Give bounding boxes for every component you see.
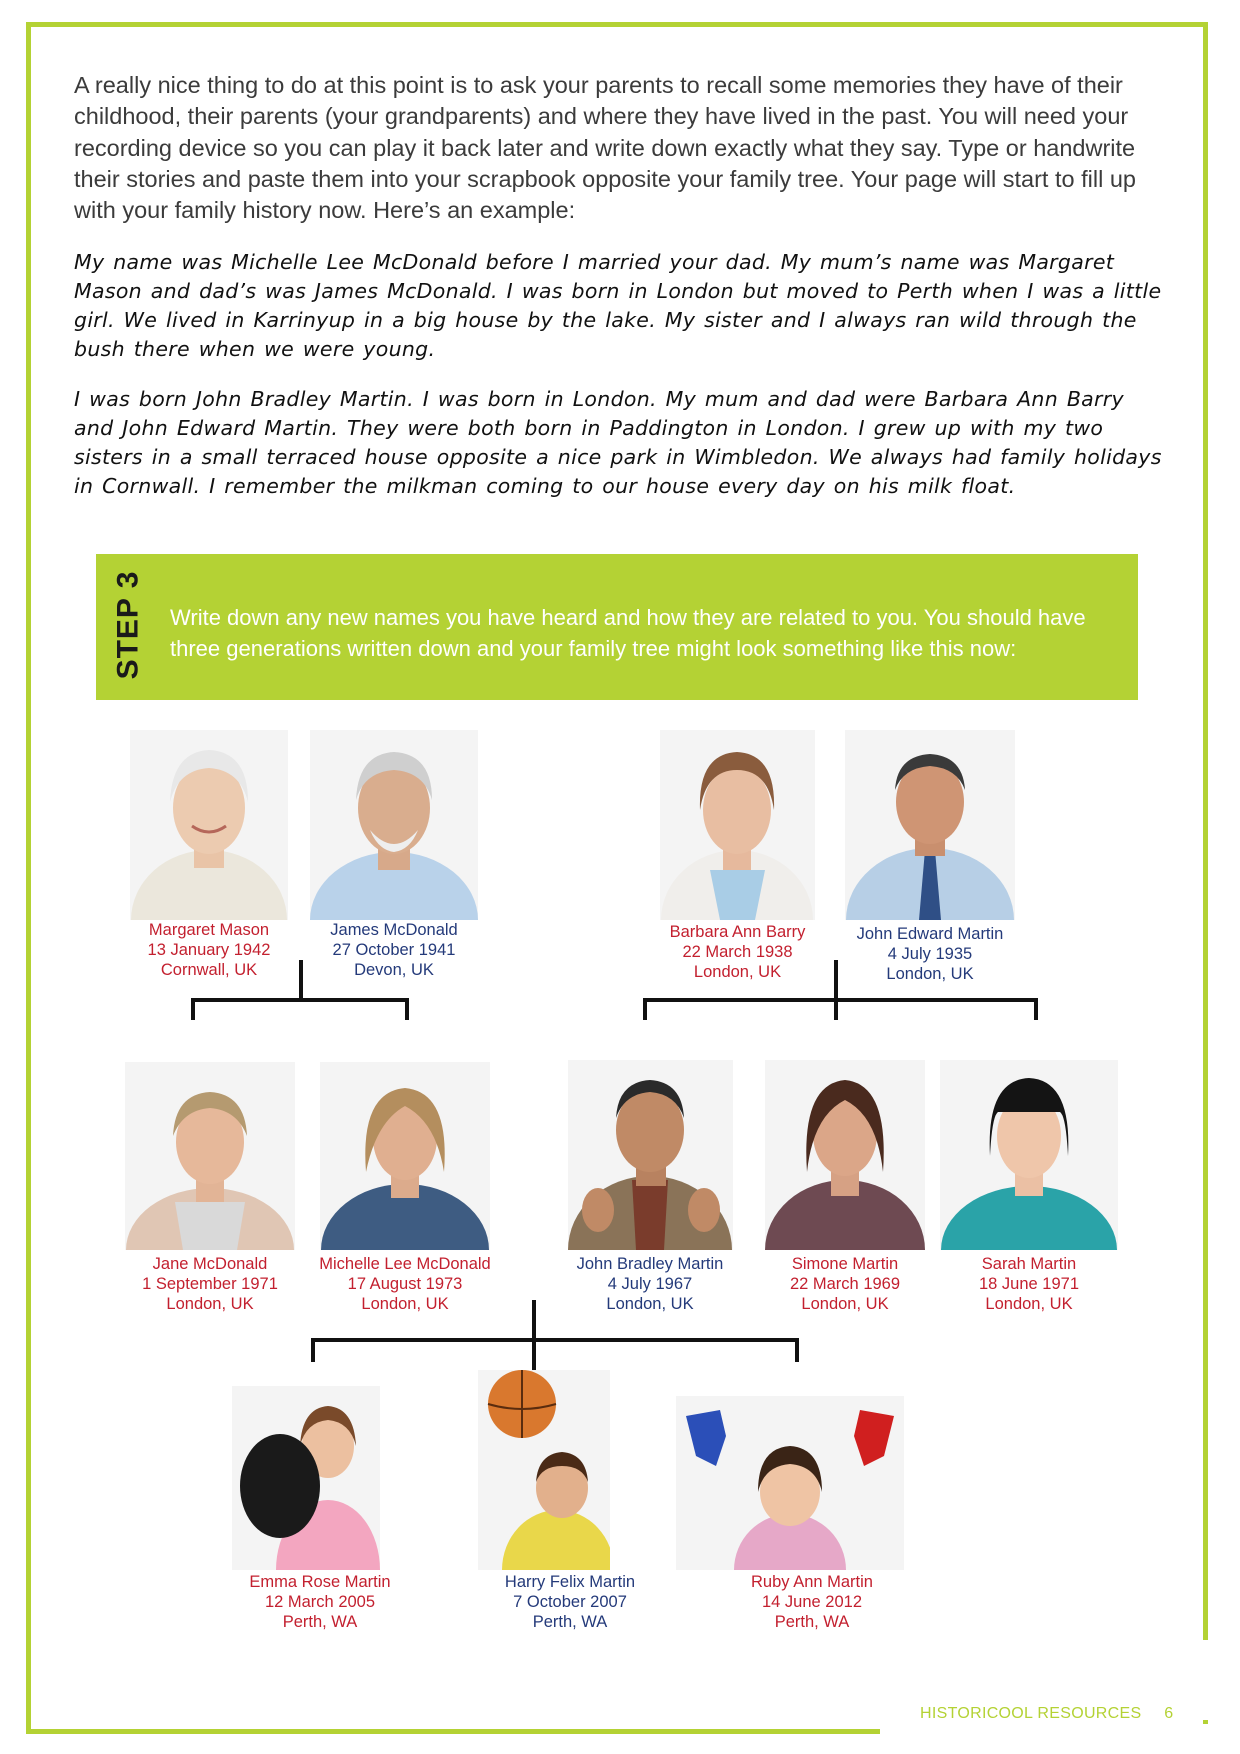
photo-barbara-ann-barry	[660, 730, 815, 920]
photo-sarah-martin	[940, 1060, 1118, 1250]
photo-john-bradley-martin	[568, 1060, 733, 1250]
caption-ruby-ann-martin: Ruby Ann Martin 14 June 2012 Perth, WA	[751, 1573, 873, 1631]
caption-michelle-lee-mcdonald: Michelle Lee McDonald 17 August 1973 London, UK	[319, 1255, 491, 1313]
intro-paragraph: A really nice thing to do at this point is to ask your parents to recall some memories they have of their childhood, their parents (your grandparents) and where they have lived in the past. You will need your recording device so you can play it back later and write down exactly what they say. Type or handwrite their stories and paste them into your scrapbook opposite your family tree. Your page will start to fill up with your family history now. Here’s an example:	[74, 72, 1136, 224]
step-instructions: Write down any new names you have heard and how they are related to you. You should have three generations written down and your family tree might look something like this now:	[170, 605, 1086, 661]
photo-ruby-ann-martin	[676, 1396, 904, 1570]
connector-line	[643, 998, 1038, 1002]
caption-john-bradley-martin: John Bradley Martin 4 July 1967 London, UK	[576, 1255, 724, 1313]
caption-simone-martin: Simone Martin 22 March 1969 London, UK	[789, 1255, 901, 1313]
photo-emma-rose-martin	[232, 1386, 380, 1570]
connector-line	[834, 960, 838, 1020]
page-number: 6	[1164, 1705, 1174, 1722]
step-label: STEP 3	[111, 570, 144, 680]
connector-line	[405, 998, 409, 1020]
footer	[920, 1705, 1173, 1723]
story-john: I was born John Bradley Martin. I was born in London. My mum and dad were Barbara Ann Barry and John Edward Martin. They were both born in Paddington in London. I grew up with my two sisters in a small terraced house opposite a nice park in Wimbledon. We always had family holidays in Cornwall. I remember the milkman coming to our house every day on his milk float.	[74, 387, 1162, 498]
caption-emma-rose-martin: Emma Rose Martin 12 March 2005 Perth, WA	[249, 1573, 391, 1631]
connector-line	[191, 998, 195, 1020]
story-michelle: My name was Michelle Lee McDonald before I married your dad. My mum’s name was Margaret Mason and dad’s was James McDonald. I was born in London but moved to Perth when I was a little girl. We lived in Karrinyup in a big house by the lake. My sister and I always ran wild through the bush there when we were young.	[74, 250, 1162, 361]
caption-margaret-mason: Margaret Mason 13 January 1942 Cornwall, UK	[147, 921, 271, 979]
connector-line	[299, 960, 303, 1002]
connector-line	[1034, 998, 1038, 1020]
caption-james-mcdonald: James McDonald 27 October 1941 Devon, UK	[330, 921, 458, 979]
photo-michelle-lee-mcdonald	[320, 1062, 490, 1250]
photo-harry-felix-martin	[478, 1370, 610, 1570]
photo-margaret-mason	[130, 730, 288, 920]
connector-line	[643, 998, 647, 1020]
photo-james-mcdonald	[310, 730, 478, 920]
photo-john-edward-martin	[845, 730, 1015, 920]
connector-line	[795, 1338, 799, 1362]
connector-line	[311, 1338, 315, 1362]
caption-harry-felix-martin: Harry Felix Martin 7 October 2007 Perth, WA	[504, 1573, 636, 1631]
connector-line	[532, 1300, 536, 1370]
connector-line	[311, 1338, 799, 1342]
connector-line	[191, 998, 409, 1002]
caption-sarah-martin: Sarah Martin 18 June 1971 London, UK	[978, 1255, 1079, 1313]
caption-barbara-ann-barry: Barbara Ann Barry 22 March 1938 London, UK	[669, 923, 806, 981]
caption-john-edward-martin: John Edward Martin 4 July 1935 London, UK	[856, 925, 1004, 983]
photo-simone-martin	[765, 1060, 925, 1250]
footer-brand: HISTORICOOL RESOURCES	[920, 1705, 1142, 1722]
caption-jane-mcdonald: Jane McDonald 1 September 1971 London, UK	[142, 1255, 278, 1313]
photo-jane-mcdonald	[125, 1062, 295, 1250]
